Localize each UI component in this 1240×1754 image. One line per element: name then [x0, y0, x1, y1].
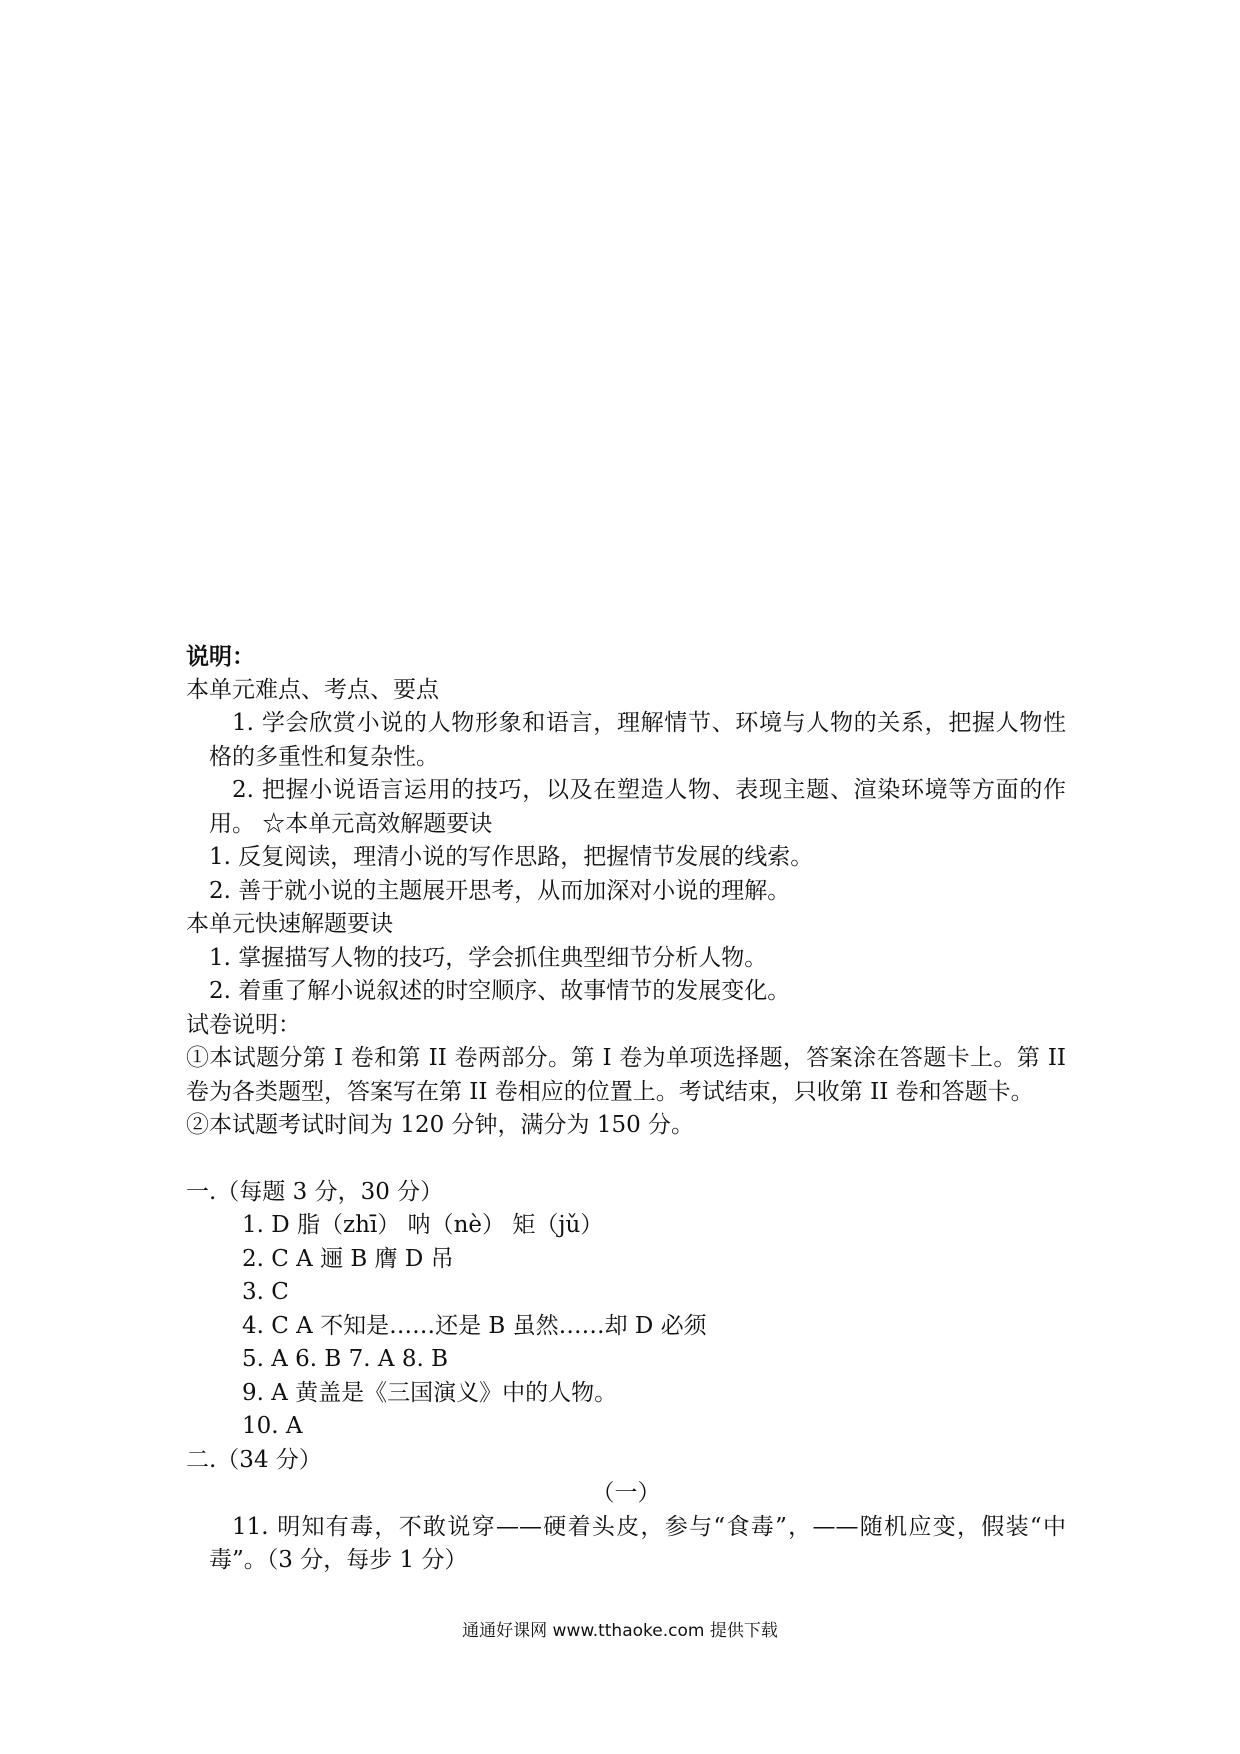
section-title: 试卷说明：: [186, 1011, 301, 1038]
answer-item: 5. A 6. B 7. A 8. B: [242, 1346, 448, 1372]
paragraph: ②本试题考试时间为 120 分钟，满分为 150 分。: [186, 1112, 695, 1138]
answer-item: 4. C A 不知是……还是 B 虽然……却 D 必须: [242, 1312, 707, 1339]
paragraph: 2. 把握小说语言运用的技巧，以及在塑造人物、表现主题、渲染环境等方面的作用。 ☆本单元高效解题要诀: [209, 777, 1066, 837]
paragraph: 2. 善于就小说的主题展开思考，从而加深对小说的理解。: [209, 877, 791, 904]
answer-item: 9. A 黄盖是《三国演义》中的人物。: [242, 1379, 618, 1406]
heading: 说明：: [186, 643, 255, 670]
document-body: [186, 640, 1066, 1578]
section-title: 本单元难点、考点、要点: [186, 676, 439, 703]
answer-item: 2. C A 逦 B 膺 D 吊: [242, 1245, 454, 1272]
paragraph: ①本试题分第 I 卷和第 II 卷两部分。第 I 卷为单项选择题，答案涂在答题卡上。第 II 卷为各类题型，答案写在第 II 卷相应的位置上。考试结束，只收第 II 卷和答题卡。: [186, 1045, 1066, 1105]
part-title: 二.（34 分）: [186, 1446, 322, 1473]
answer-item: 11. 明知有毒，不敢说穿——硬着头皮，参与“食毒”，——随机应变，假装“中毒”。（3 分，每步 1 分）: [209, 1513, 1066, 1573]
paragraph: 1. 学会欣赏小说的人物形象和语言，理解情节、环境与人物的关系，把握人物性格的多重性和复杂性。: [209, 710, 1066, 770]
part-title: 一.（每题 3 分，30 分）: [186, 1178, 444, 1205]
paragraph: 1. 掌握描写人物的技巧，学会抓住典型细节分析人物。: [209, 944, 768, 971]
paragraph: 1. 反复阅读，理清小说的写作思路，把握情节发展的线索。: [209, 844, 814, 870]
spacer: [186, 1143, 1066, 1176]
section-title: 本单元快速解题要诀: [186, 911, 393, 937]
answer-item: 1. D 脂（zhī） 呐（nè） 矩（jǔ）: [242, 1212, 604, 1238]
answer-item: 3. C: [242, 1279, 289, 1305]
answer-item: 10. A: [242, 1413, 303, 1439]
subsection-title: （一）: [591, 1480, 661, 1506]
footer: 通通好课网 www.tthaoke.com 提供下载: [462, 1621, 778, 1641]
paragraph: 2. 着重了解小说叙述的时空顺序、故事情节的发展变化。: [209, 978, 791, 1004]
